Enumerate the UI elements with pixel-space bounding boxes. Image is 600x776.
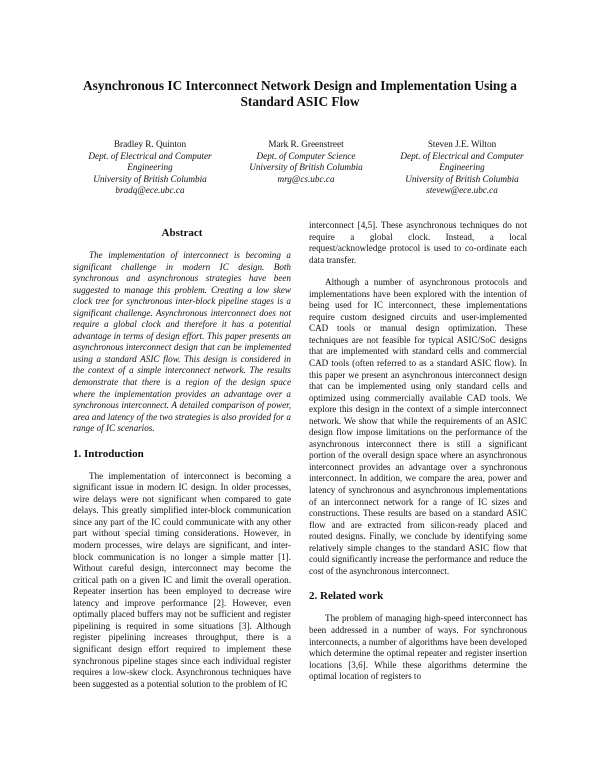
author-affiliation: University of British Columbia bbox=[249, 162, 363, 173]
author-affiliation: Dept. of Electrical and Computer bbox=[88, 150, 212, 161]
right-column bbox=[309, 220, 527, 683]
author-name: Bradley R. Quinton bbox=[113, 139, 187, 149]
author-name: Steven J.E. Wilton bbox=[427, 139, 497, 149]
author-affiliation: University of British Columbia bbox=[405, 173, 519, 184]
left-column bbox=[73, 220, 291, 690]
author-email: stevew@ece.ubc.ca bbox=[426, 185, 498, 196]
author-email: bradq@ece.ubc.ca bbox=[115, 185, 185, 196]
related-work-paragraph: The problem of managing high-speed interconnect has been addressed in a number of ways. For synchronous interconnects, a number of algorithms have been developed which determine the optimal repeater and register insertion locations [3,6]. While these algorithms determine the optimal location of registers to bbox=[309, 613, 527, 682]
author-affiliation: Engineering bbox=[439, 162, 485, 173]
author-affiliation: University of British Columbia bbox=[93, 173, 207, 184]
intro-paragraph-continued: interconnect [4,5]. These asynchronous techniques do not require a global clock. Instead, a local request/acknowledge protocol is used to co-ordinate each data transfer. bbox=[309, 220, 527, 265]
author-affiliation: Dept. of Computer Science bbox=[256, 150, 356, 161]
intro-paragraph: Although a number of asynchronous protocols and implementations have been explored with the intention of being used for IC interconnect, these implementations require custom designed circuits and user-implemented CAD tools or manual design optimization. These techniques are not feasible for typical ASIC/SoC designs that are implemented with standard cells and commercial CAD tools (often referred to as a standard ASIC flow). In this paper we present an asynchronous interconnect design that can be implemented using only standard cells and optimized using commercially available CAD tools. We explore this design in the context of a simple interconnect network. We show that while the requirements of an ASIC design flow impose limitations on the performance of the asynchronous interconnect there is still a significant portion of the overall design space where an asynchronous interconnect provides an advantage over a synchronous interconnect. In addition, we compare the area, power and latency of synchronous and asynchronous implementations of an interconnect network for a range of IC sizes and constructions. These results are based on a standard ASIC flow and are extracted from silicon-ready placed and routed designs. Finally, we conclude by identifying some relatively simple changes to the standard ASIC flow that could significantly increase the performance and reduce the cost of the asynchronous interconnect. bbox=[309, 277, 527, 576]
author-name: Mark R. Greenstreet bbox=[268, 139, 344, 149]
abstract-text: The implementation of interconnect is becoming a significant challenge in modern IC design. Both synchronous and asynchronous strategies have been suggested to manage this problem. Creating a low skew clock tree for synchronous inter-block pipeline stages is a significant challenge. Asynchronous interconnect does not require a global clock and therefore it has a potential advantage in terms of design effort. This paper presents an asynchronous interconnect design that can be implemented using a standard ASIC flow. This design is considered in the context of a simple interconnect network. The results demonstrate that there is a region of the design space where the implementation provides an advantage over a synchronous interconnect. A detailed comparison of power, area and latency of the two strategies is also provided for a range of IC scenarios. bbox=[73, 250, 291, 434]
author-email: mrg@cs.ubc.ca bbox=[277, 173, 335, 184]
section-heading-related-work: 2. Related work bbox=[309, 590, 384, 603]
author-2 bbox=[216, 139, 396, 185]
paper-title: Asynchronous IC Interconnect Network Design and Implementation Using a Standard ASIC Flow bbox=[83, 78, 517, 109]
author-affiliation: Engineering bbox=[127, 162, 173, 173]
author-3 bbox=[372, 139, 552, 197]
abstract-heading: Abstract bbox=[161, 227, 203, 239]
intro-paragraph: The implementation of interconnect is becoming a significant issue in modern IC design. In older processes, wire delays were not significant when compared to gate delays. This greatly simplified inter-block communication since any part of the IC could communicate with any other part without special timing considerations. However, in modern processes, wire delays are significant, and inter-block communication is no longer a simple matter [1]. Without careful design, interconnect may become the critical path on a given IC and limit the overall operation. Repeater insertion has been employed to decrease wire latency and improve performance [2]. However, even optimally placed buffers may not be sufficient and register pipelining is required in some situations [3]. Although register pipelining increases throughput, there is a significant design effort required to implement these synchronous pipeline stages since each individual register requires a low-skew clock. Asynchronous techniques have been suggested as a potential solution to the problem of IC bbox=[73, 470, 291, 689]
author-1 bbox=[60, 139, 240, 197]
author-affiliation: Dept. of Electrical and Computer bbox=[400, 150, 524, 161]
section-heading-introduction: 1. Introduction bbox=[73, 447, 144, 460]
